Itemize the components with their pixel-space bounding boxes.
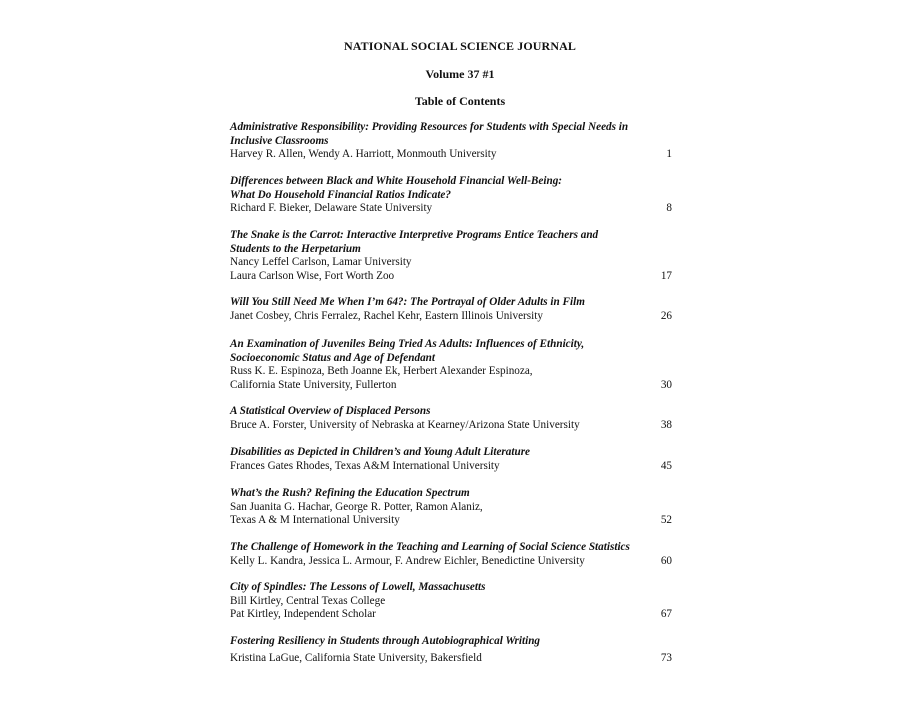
entry-author-line: Harvey R. Allen, Wendy A. Harriott, Monmouth University <box>230 148 497 160</box>
entry-author-line: Bill Kirtley, Central Texas College <box>230 594 386 607</box>
toc-heading: Table of Contents <box>414 94 506 108</box>
toc-entry <box>230 541 674 568</box>
entry-page-number: 60 <box>660 554 672 567</box>
volume-label: Volume 37 #1 <box>425 67 495 81</box>
entry-title-line: What Do Household Financial Ratios Indicate? <box>230 188 451 201</box>
entry-authors <box>230 652 674 666</box>
entry-title-line: An Examination of Juveniles Being Tried As Adults: Influences of Ethnicity, <box>230 338 585 350</box>
entry-title-line: Disabilities as Depicted in Children’s and Young Adult Literature <box>230 446 531 458</box>
toc-entry <box>230 446 674 473</box>
toc-entry <box>230 338 674 392</box>
entry-authors <box>230 419 674 433</box>
entry-title-line: Students to the Herpetarium <box>230 242 361 255</box>
entry-author-line: California State University, Fullerton <box>230 378 397 391</box>
entry-page-number: 73 <box>660 651 672 664</box>
entry-author-line: Russ K. E. Espinoza, Beth Joanne Ek, Herbert Alexander Espinoza, <box>230 365 533 377</box>
toc-entry <box>230 487 674 528</box>
entry-author-line: San Juanita G. Hachar, George R. Potter, Ramon Alaniz, <box>230 500 483 513</box>
entry-authors <box>230 501 674 528</box>
entry-author-line: Richard F. Bieker, Delaware State University <box>230 202 433 214</box>
entry-title-line: Inclusive Classrooms <box>230 134 329 147</box>
entry-title-line: Fostering Resiliency in Students through Autobiographical Writing <box>230 635 541 647</box>
toc-entry <box>230 635 674 665</box>
entry-title-line: The Snake is the Carrot: Interactive Interpretive Programs Entice Teachers and <box>230 229 599 241</box>
entry-author-line: Janet Cosbey, Chris Ferralez, Rachel Kehr, Eastern Illinois University <box>230 309 543 322</box>
entry-authors <box>230 365 674 392</box>
entry-page-number: 17 <box>660 269 672 282</box>
entry-author-line: Texas A & M International University <box>230 514 400 526</box>
entry-author-line: Laura Carlson Wise, Fort Worth Zoo <box>230 269 395 282</box>
entry-title-line: The Challenge of Homework in the Teaching and Learning of Social Science Statistics <box>230 541 630 553</box>
entry-title-line: What’s the Rush? Refining the Education Spectrum <box>230 487 470 499</box>
entry-title-line: Differences between Black and White Household Financial Well-Being: <box>230 175 563 187</box>
toc-entry <box>230 175 674 216</box>
entry-author-line: Kristina LaGue, California State University, Bakersfield <box>230 651 482 664</box>
entry-title-line: Administrative Responsibility: Providing Resources for Students with Special Needs in <box>230 121 629 133</box>
toc-entry <box>230 405 674 432</box>
entry-page-number: 26 <box>660 309 672 322</box>
entry-page-number: 52 <box>660 514 672 526</box>
entry-author-line: Frances Gates Rhodes, Texas A&M International University <box>230 459 500 472</box>
entry-author-line: Pat Kirtley, Independent Scholar <box>230 608 376 620</box>
entry-page-number: 38 <box>660 418 672 431</box>
entry-page-number: 1 <box>666 148 672 160</box>
entry-page-number: 45 <box>660 459 672 472</box>
entry-authors <box>230 148 674 162</box>
entry-page-number: 30 <box>660 378 672 391</box>
entry-author-line: Nancy Leffel Carlson, Lamar University <box>230 256 412 268</box>
entry-authors <box>230 460 674 474</box>
entry-authors <box>230 555 674 569</box>
journal-title: NATIONAL SOCIAL SCIENCE JOURNAL <box>344 39 576 53</box>
entry-title-line: Will You Still Need Me When I’m 64?: The Portrayal of Older Adults in Film <box>230 296 585 308</box>
entry-authors <box>230 595 674 622</box>
entry-authors <box>230 310 674 324</box>
entry-authors <box>230 256 674 283</box>
entry-author-line: Bruce A. Forster, University of Nebraska at Kearney/Arizona State University <box>230 418 580 431</box>
entry-title-line: A Statistical Overview of Displaced Persons <box>230 405 431 417</box>
toc-entry <box>230 229 674 283</box>
entry-title-line: Socioeconomic Status and Age of Defendant <box>230 351 436 364</box>
entry-author-line: Kelly L. Kandra, Jessica L. Armour, F. Andrew Eichler, Benedictine University <box>230 554 585 567</box>
toc-entry <box>230 581 674 622</box>
toc-entry <box>230 121 674 162</box>
entry-authors <box>230 202 674 216</box>
entry-page-number: 67 <box>660 608 672 620</box>
entry-page-number: 8 <box>666 202 672 214</box>
toc-entry <box>230 296 674 323</box>
entry-title-line: City of Spindles: The Lessons of Lowell, Massachusetts <box>230 581 486 593</box>
